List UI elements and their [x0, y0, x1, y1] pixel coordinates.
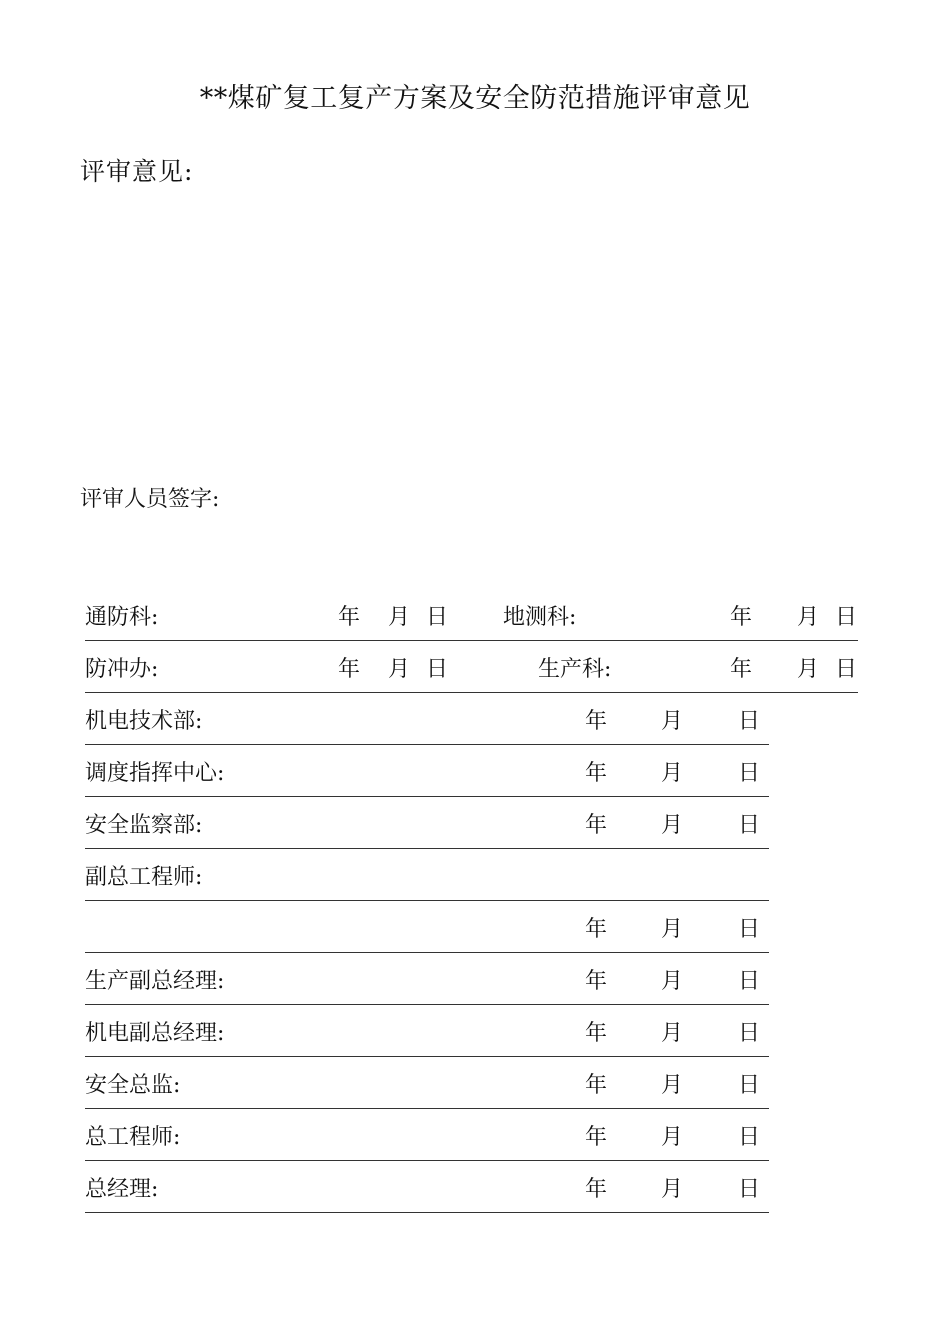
- month-label: 月: [797, 657, 820, 682]
- department-label: 总经理:: [85, 1177, 159, 1202]
- year-label: 年: [730, 657, 753, 682]
- month-label: 月: [388, 657, 411, 682]
- signature-row: [85, 692, 769, 745]
- month-label: 月: [388, 605, 411, 630]
- month-label: 月: [661, 1021, 684, 1046]
- department-label: 通防科:: [85, 605, 159, 630]
- month-label: 月: [661, 969, 684, 994]
- year-label: 年: [585, 1177, 608, 1202]
- signature-row: [85, 744, 769, 797]
- month-label: 月: [797, 605, 820, 630]
- day-label: 日: [738, 813, 761, 838]
- review-opinion-label: 评审意见:: [80, 157, 194, 186]
- document-title: **煤矿复工复产方案及安全防范措施评审意见: [199, 83, 751, 114]
- signature-row-paired: [85, 640, 858, 693]
- signature-row: [85, 952, 769, 1005]
- year-label: 年: [585, 917, 608, 942]
- day-label: 日: [738, 1021, 761, 1046]
- year-label: 年: [585, 1125, 608, 1150]
- department-label: 安全监察部:: [85, 813, 203, 838]
- department-label: 总工程师:: [85, 1125, 181, 1150]
- department-label: 安全总监:: [85, 1073, 181, 1098]
- year-label: 年: [338, 605, 361, 630]
- day-label: 日: [835, 657, 858, 682]
- signature-row: [85, 1004, 769, 1057]
- month-label: 月: [661, 813, 684, 838]
- day-label: 日: [426, 605, 449, 630]
- year-label: 年: [585, 813, 608, 838]
- department-label: 副总工程师:: [85, 865, 203, 890]
- month-label: 月: [661, 709, 684, 734]
- day-label: 日: [738, 761, 761, 786]
- year-label: 年: [585, 1021, 608, 1046]
- reviewer-signature-label: 评审人员签字:: [80, 487, 220, 512]
- month-label: 月: [661, 917, 684, 942]
- signature-row: [85, 1056, 769, 1109]
- department-label: 生产副总经理:: [85, 969, 225, 994]
- department-label: 防冲办:: [85, 657, 159, 682]
- signature-row: [85, 1160, 769, 1213]
- year-label: 年: [585, 709, 608, 734]
- year-label: 年: [585, 761, 608, 786]
- year-label: 年: [338, 657, 361, 682]
- signature-row: [85, 1108, 769, 1161]
- month-label: 月: [661, 761, 684, 786]
- day-label: 日: [738, 709, 761, 734]
- department-label: 地测科:: [503, 605, 577, 630]
- day-label: 日: [835, 605, 858, 630]
- department-label: 生产科:: [538, 657, 612, 682]
- day-label: 日: [738, 1177, 761, 1202]
- month-label: 月: [661, 1073, 684, 1098]
- signature-row: [85, 796, 769, 849]
- month-label: 月: [661, 1125, 684, 1150]
- day-label: 日: [738, 1073, 761, 1098]
- day-label: 日: [738, 1125, 761, 1150]
- year-label: 年: [585, 969, 608, 994]
- department-label: 调度指挥中心:: [85, 761, 225, 786]
- signature-row-paired: [85, 588, 858, 641]
- department-label: 机电技术部:: [85, 709, 203, 734]
- signature-row: [85, 900, 769, 953]
- year-label: 年: [585, 1073, 608, 1098]
- day-label: 日: [426, 657, 449, 682]
- month-label: 月: [661, 1177, 684, 1202]
- year-label: 年: [730, 605, 753, 630]
- department-label: 机电副总经理:: [85, 1021, 225, 1046]
- signature-row: [85, 848, 769, 901]
- day-label: 日: [738, 917, 761, 942]
- day-label: 日: [738, 969, 761, 994]
